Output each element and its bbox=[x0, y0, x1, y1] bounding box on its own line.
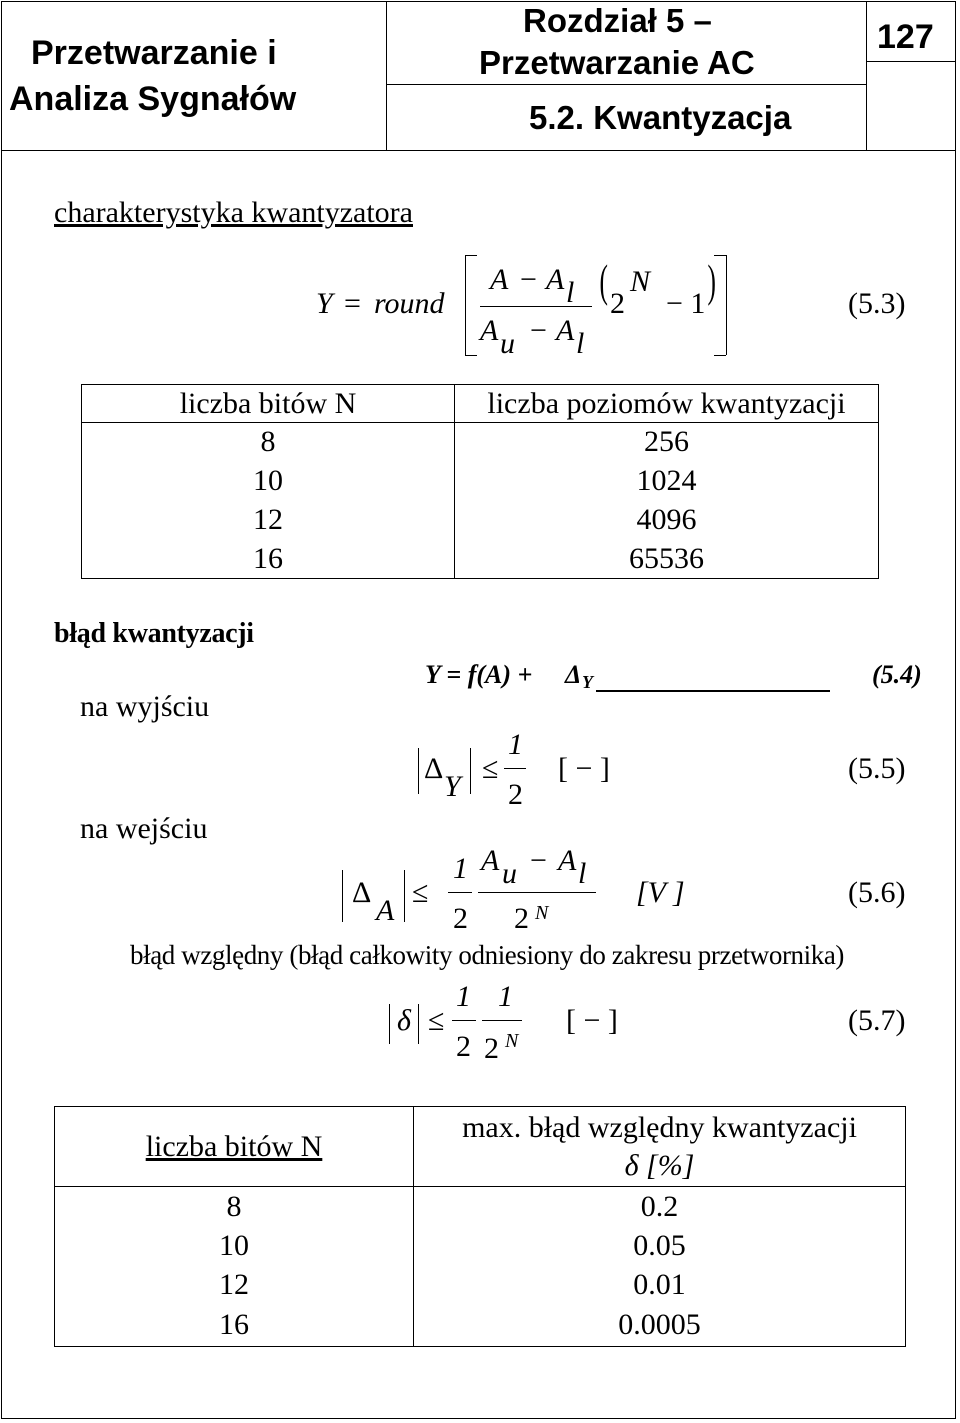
eq56-abs-left bbox=[342, 870, 343, 922]
eq53-den-Al: A bbox=[556, 314, 575, 347]
relative-error-table bbox=[54, 1106, 906, 1347]
eq56-sub: A bbox=[376, 894, 395, 927]
relative-error-heading: błąd względny (błąd całkowity odniesiony do zakresu przetwornika) bbox=[130, 940, 845, 970]
table-cell-levels: 1024 bbox=[636, 464, 697, 497]
eq54-sub: Y bbox=[582, 672, 593, 692]
table-row bbox=[82, 501, 879, 540]
eq56-num-u: u bbox=[502, 857, 517, 890]
table2-cell-error: 0.05 bbox=[633, 1229, 686, 1262]
eq53-den-sub-l: l bbox=[576, 327, 585, 360]
table2-header-bits bbox=[55, 1107, 414, 1187]
table-cell-levels: 256 bbox=[644, 425, 689, 459]
table2-cell-error: 0.01 bbox=[633, 1268, 686, 1301]
eq53-right-paren: ) bbox=[707, 255, 716, 306]
eq53-num-minus: − bbox=[520, 263, 537, 296]
header-divider bbox=[387, 84, 866, 85]
eq56-den-2: 2 bbox=[514, 902, 529, 935]
page-number: 127 bbox=[877, 18, 934, 56]
eq53-exp-N: N bbox=[630, 265, 651, 298]
eq56-abs-right bbox=[404, 870, 405, 922]
eq54-underline bbox=[596, 690, 830, 692]
table-cell-levels: 4096 bbox=[636, 503, 697, 536]
eq53-lhs: Y bbox=[316, 287, 333, 320]
table-header-levels: liczba poziomów kwantyzacji bbox=[487, 386, 846, 420]
eq55-delta: Δ bbox=[424, 752, 444, 785]
eq57-exp: N bbox=[505, 1030, 519, 1052]
eq55-unit: [ − ] bbox=[558, 752, 610, 785]
eq53-num-Al: A bbox=[546, 263, 565, 296]
eq55-abs-right bbox=[470, 748, 471, 794]
eq55-num: 1 bbox=[508, 728, 523, 761]
table-cell-bits: 16 bbox=[82, 540, 455, 579]
eq53-left-bracket bbox=[465, 255, 466, 355]
eq56-num-Al: A bbox=[558, 844, 577, 877]
eq53-two: 2 bbox=[610, 287, 625, 320]
quantization-error-heading: błąd kwantyzacji bbox=[54, 618, 254, 649]
eq54-text: Y = f(A) + bbox=[425, 660, 533, 689]
eq56-fraction-line bbox=[478, 892, 596, 893]
eq53-den-minus: − bbox=[530, 314, 547, 347]
table2-cell-bits: 8 bbox=[55, 1187, 414, 1227]
chapter-cell bbox=[387, 1, 867, 150]
eq57-abs-left bbox=[389, 1004, 390, 1044]
eq55-sub: Y bbox=[444, 770, 461, 803]
eq57-d2: 2 bbox=[484, 1032, 499, 1065]
eq55-le: ≤ bbox=[482, 752, 499, 785]
table-header-row bbox=[82, 385, 879, 423]
chapter-title-line1: Rozdział 5 – bbox=[523, 2, 712, 39]
table-header-bits: liczba bitów N bbox=[82, 385, 455, 423]
eq53-den-sub-u: u bbox=[500, 327, 515, 360]
table-row bbox=[55, 1227, 906, 1266]
table-row bbox=[82, 540, 879, 579]
table-row bbox=[55, 1305, 906, 1347]
page-number-divider bbox=[867, 61, 956, 62]
eq53-label: (5.3) bbox=[848, 287, 906, 320]
eq57-le: ≤ bbox=[428, 1004, 445, 1037]
eq56-num-l: l bbox=[578, 857, 587, 890]
eq56-num-minus: − bbox=[530, 844, 547, 877]
table2-header-error-line1: max. błąd względny kwantyzacji bbox=[462, 1110, 857, 1144]
course-title-line2: Analiza Sygnałów bbox=[9, 80, 297, 118]
eq56-delta: Δ bbox=[352, 876, 372, 909]
eq56-num-A: A bbox=[481, 844, 500, 877]
table2-cell-error: 0.0005 bbox=[618, 1308, 701, 1342]
eq53-right-bracket bbox=[726, 255, 727, 355]
table-cell-bits: 12 bbox=[82, 501, 455, 540]
eq57-frac2-line bbox=[482, 1020, 522, 1021]
table2-header-error bbox=[414, 1107, 906, 1187]
eq53-equals: = bbox=[344, 287, 361, 320]
course-title-cell bbox=[1, 1, 387, 150]
table-cell-levels: 65536 bbox=[629, 541, 704, 575]
table2-cell-bits: 10 bbox=[55, 1227, 414, 1266]
table2-header-error-line2: δ [%] bbox=[624, 1148, 695, 1182]
eq56-half-num: 1 bbox=[453, 852, 468, 885]
eq55-abs-left bbox=[418, 748, 419, 794]
output-label: na wyjściu bbox=[80, 690, 210, 723]
eq53-den-A: A bbox=[480, 314, 499, 347]
eq54-label: (5.4) bbox=[872, 660, 922, 689]
eq55-label: (5.5) bbox=[848, 752, 906, 785]
table-row bbox=[82, 462, 879, 501]
table-row bbox=[82, 423, 879, 462]
eq57-unit: [ − ] bbox=[566, 1004, 618, 1037]
eq56-label: (5.6) bbox=[848, 876, 906, 909]
eq53-num-A: A bbox=[490, 263, 509, 296]
input-label: na wejściu bbox=[80, 812, 208, 845]
eq56-half-line bbox=[448, 892, 472, 893]
page-number-cell bbox=[867, 1, 956, 150]
table2-cell-error: 0.2 bbox=[640, 1189, 679, 1223]
eq57-label: (5.7) bbox=[848, 1004, 906, 1037]
eq57-delta: δ bbox=[397, 1004, 411, 1037]
table2-cell-bits: 16 bbox=[55, 1305, 414, 1347]
table-cell-bits: 10 bbox=[82, 462, 455, 501]
course-title-line1: Przetwarzanie i bbox=[31, 34, 277, 72]
eq57-frac1-line bbox=[452, 1020, 476, 1021]
table2-header-bits-text: liczba bitów N bbox=[145, 1129, 323, 1163]
table-header-row bbox=[55, 1107, 906, 1187]
eq54-delta: Δ bbox=[565, 660, 582, 689]
eq55-fraction-line bbox=[504, 768, 526, 769]
table-cell-bits: 8 bbox=[82, 423, 455, 462]
eq53-minus-one: − 1 bbox=[666, 287, 706, 320]
eq57-d1: 2 bbox=[456, 1030, 471, 1063]
eq56-unit: [V ] bbox=[636, 876, 685, 909]
eq57-n1: 1 bbox=[456, 980, 471, 1013]
section-title: 5.2. Kwantyzacja bbox=[529, 99, 792, 136]
eq56-half-den: 2 bbox=[453, 902, 468, 935]
eq53-round: round bbox=[374, 287, 445, 320]
eq56-den-N: N bbox=[535, 902, 549, 924]
page-header bbox=[1, 1, 956, 151]
table-row bbox=[55, 1266, 906, 1305]
eq53-left-paren: ( bbox=[599, 255, 608, 306]
table2-cell-bits: 12 bbox=[55, 1266, 414, 1305]
eq56-le: ≤ bbox=[412, 876, 429, 909]
table-row bbox=[55, 1187, 906, 1227]
eq53-num-sub-l: l bbox=[566, 276, 575, 309]
eq53-fraction-line bbox=[480, 306, 592, 307]
chapter-title-line2: Przetwarzanie AC bbox=[479, 44, 755, 81]
eq57-n2: 1 bbox=[498, 980, 513, 1013]
eq57-abs-right bbox=[418, 1004, 419, 1044]
quantizer-characteristic-heading: charakterystyka kwantyzatora bbox=[54, 196, 413, 229]
bits-levels-table bbox=[81, 384, 879, 579]
eq55-den: 2 bbox=[508, 778, 523, 811]
